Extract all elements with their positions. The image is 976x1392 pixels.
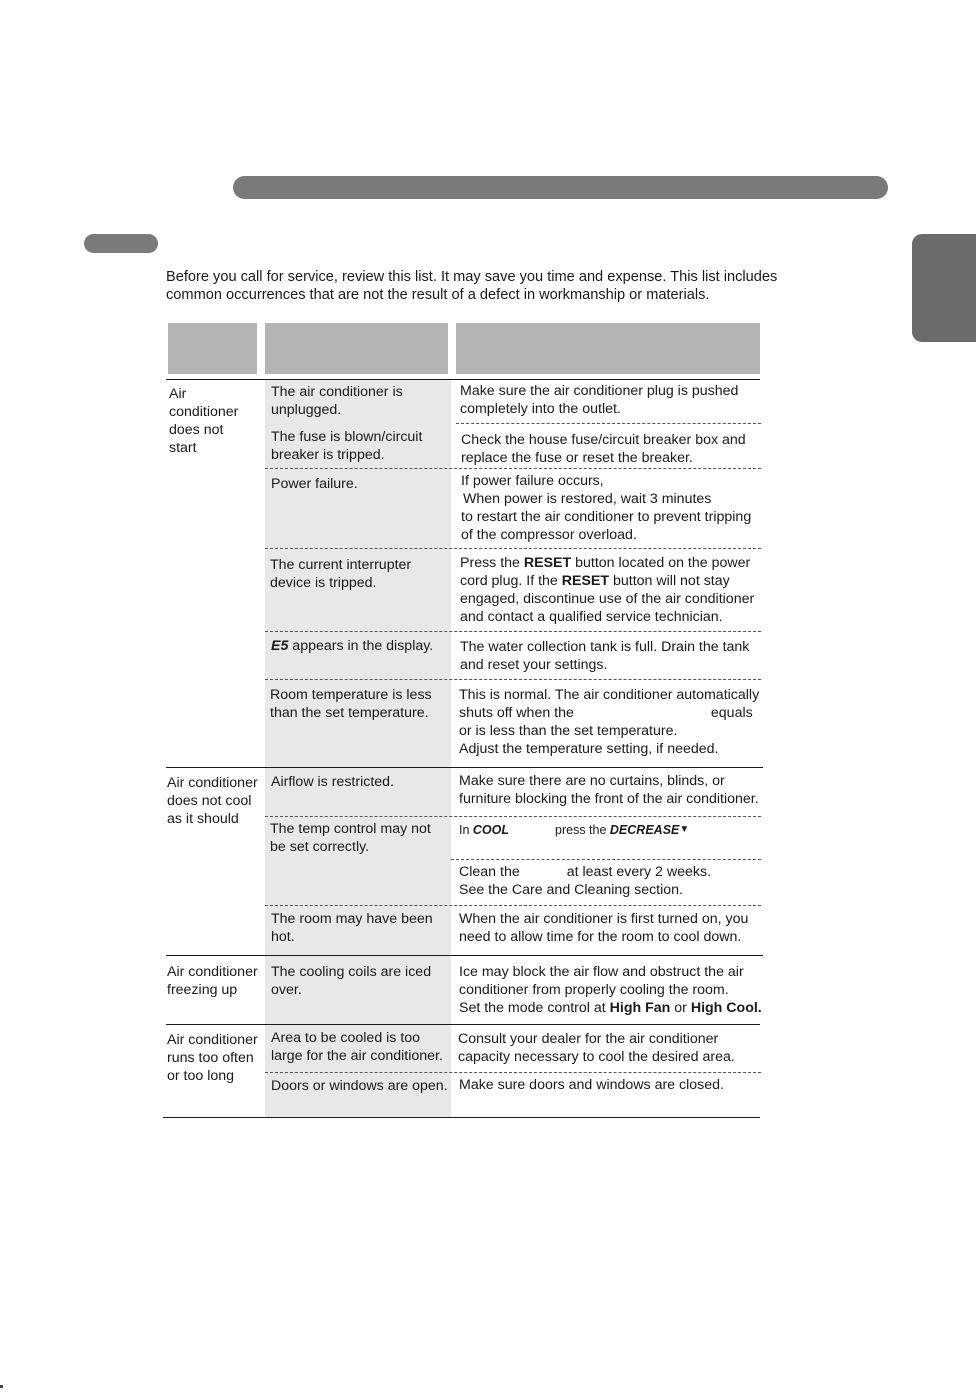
- text-span: appears in the display.: [288, 638, 434, 654]
- solution-line: [459, 704, 759, 722]
- section-title-bar: [233, 176, 888, 199]
- high-cool-label: High Cool.: [690, 1000, 762, 1016]
- solution-line: Check the house fuse/circuit breaker box and: [461, 432, 746, 448]
- solution-cell: [459, 686, 759, 758]
- text-span: shuts off when the: [459, 705, 574, 721]
- cause-cell: [271, 1029, 443, 1065]
- solution-line: The water collection tank is full. Drain the tank: [460, 639, 750, 655]
- cause-line: device is tripped.: [270, 575, 377, 591]
- cause-line: The room may have been: [271, 911, 433, 927]
- cause-line: unplugged.: [271, 402, 342, 418]
- mode-label: COOL: [472, 823, 510, 837]
- solution-line: furniture blocking the front of the air conditioner.: [459, 791, 759, 807]
- solution-line: [460, 572, 754, 590]
- solution-line: Ice may block the air flow and obstruct the air: [459, 964, 744, 980]
- solution-line: to restart the air conditioner to prevent tripping: [461, 509, 752, 525]
- solution-line: When the air conditioner is first turned on, you: [459, 911, 749, 927]
- solution-line: replace the fuse or reset the breaker.: [461, 450, 693, 466]
- high-fan-label: High Fan: [609, 1000, 671, 1016]
- cause-line: Power failure.: [271, 476, 358, 492]
- problem-line: as it should: [167, 811, 239, 827]
- intro-line: Before you call for service, review this list. It may save you time and expense. This list includes: [166, 269, 778, 285]
- solution-cell: [461, 472, 751, 544]
- problem-line: runs too often: [167, 1050, 254, 1066]
- intro-line: common occurrences that are not the result of a defect in workmanship or materials.: [166, 287, 710, 303]
- cause-cell: [271, 637, 433, 655]
- cause-cell: [271, 428, 422, 464]
- cause-line: breaker is tripped.: [271, 447, 385, 463]
- problem-line: Air: [169, 386, 187, 402]
- solution-line: need to allow time for the room to cool down.: [459, 929, 742, 945]
- cause-line: Room temperature is less: [270, 687, 432, 703]
- solution-line: This is normal. The air conditioner automatically: [459, 687, 760, 703]
- solution-line: [459, 999, 762, 1017]
- table-rule: [166, 767, 763, 768]
- problem-line: freezing up: [167, 982, 238, 998]
- cause-line: Doors or windows are open.: [271, 1078, 448, 1094]
- text-span: press the: [555, 823, 610, 837]
- cause-line: over.: [271, 982, 302, 998]
- solution-line: Make sure there are no curtains, blinds, or: [459, 773, 725, 789]
- solution-line: When power is restored, wait 3 minutes: [463, 491, 712, 507]
- solution-line: Adjust the temperature setting, if needed.: [459, 741, 719, 757]
- solution-cell: [458, 1030, 735, 1066]
- problem-line: conditioner: [169, 404, 239, 420]
- table-rule: [166, 1024, 760, 1025]
- cause-cell: [270, 820, 431, 856]
- intro-paragraph: [166, 268, 846, 304]
- text-span: Set the mode control at: [459, 1000, 610, 1016]
- solution-line: [460, 554, 754, 572]
- language-side-tab: [912, 234, 976, 342]
- solution-column-header: [456, 323, 760, 374]
- solution-cell: [461, 431, 746, 467]
- text-span: or: [670, 1000, 691, 1016]
- solution-cell: [460, 638, 749, 674]
- problem-line: start: [169, 440, 197, 456]
- row-divider: [456, 423, 761, 424]
- problem-cell: [167, 1031, 258, 1085]
- problem-line: Air conditioner: [167, 775, 258, 791]
- cause-cell: [271, 383, 403, 419]
- down-arrow-icon: ▼: [679, 824, 690, 835]
- cause-cell: [271, 963, 431, 999]
- problem-cell: [167, 774, 258, 828]
- cause-line: than the set temperature.: [270, 705, 429, 721]
- problem-line: does not cool: [167, 793, 252, 809]
- reset-label: RESET: [561, 573, 610, 589]
- solution-line: completely into the outlet.: [460, 401, 621, 417]
- cause-line: large for the air conditioner.: [271, 1048, 443, 1064]
- cause-cell: [271, 910, 433, 946]
- solution-cell: [459, 910, 748, 946]
- solution-cell: [459, 863, 711, 899]
- row-divider: [451, 859, 761, 860]
- cause-line: The air conditioner is: [271, 384, 403, 400]
- cause-cell: [271, 1077, 448, 1095]
- solution-line: or is less than the set temperature.: [459, 723, 678, 739]
- solution-line: and contact a qualified service technician.: [460, 609, 723, 625]
- cause-cell: [271, 475, 358, 493]
- solution-line: capacity necessary to cool the desired area.: [458, 1049, 735, 1065]
- solution-cell: [459, 821, 689, 839]
- cause-line: hot.: [271, 929, 295, 945]
- table-rule: [163, 1117, 760, 1118]
- solution-line: Consult your dealer for the air conditioner: [458, 1031, 719, 1047]
- solution-cell: [459, 963, 762, 1017]
- problem-line: or too long: [167, 1068, 235, 1084]
- solution-line: [459, 863, 711, 881]
- reset-label: RESET: [523, 555, 572, 571]
- cause-column-header: [265, 323, 448, 374]
- solution-cell: [459, 1076, 724, 1094]
- cause-line: Airflow is restricted.: [271, 774, 394, 790]
- text-span: Clean the: [459, 864, 520, 880]
- row-divider: [265, 816, 761, 817]
- problem-line: Air conditioner: [167, 1032, 258, 1048]
- cause-cell: [270, 686, 432, 722]
- solution-line: Make sure doors and windows are closed.: [459, 1077, 724, 1093]
- row-divider: [265, 1072, 761, 1073]
- solution-line: of the compressor overload.: [461, 527, 637, 543]
- solution-line: and reset your settings.: [460, 657, 608, 673]
- cause-line: The cooling coils are iced: [271, 964, 432, 980]
- solution-line: Make sure the air conditioner plug is pushed: [460, 383, 739, 399]
- table-rule: [166, 379, 760, 380]
- cause-line: be set correctly.: [270, 839, 370, 855]
- solution-cell: [459, 772, 759, 808]
- problem-column-header: [168, 323, 257, 374]
- solution-line: conditioner from properly cooling the room.: [459, 982, 729, 998]
- text-span: button located on the power: [571, 555, 751, 571]
- text-span: Press the: [460, 555, 524, 571]
- cause-line: The current interrupter: [270, 557, 412, 573]
- row-divider: [265, 548, 761, 549]
- solution-cell: [460, 554, 754, 626]
- text-span: cord plug. If the: [460, 573, 562, 589]
- problem-line: does not: [169, 422, 224, 438]
- subsection-heading-pill: [84, 234, 158, 253]
- text-span: button will not stay: [609, 573, 730, 589]
- page-corner-mark: [0, 1385, 3, 1388]
- cause-line: The temp control may not: [270, 821, 431, 837]
- problem-line: Air conditioner: [167, 964, 258, 980]
- row-divider: [265, 679, 761, 680]
- decrease-label: DECREASE: [609, 823, 680, 837]
- text-span: In: [459, 823, 473, 837]
- solution-line: engaged, discontinue use of the air conditioner: [460, 591, 755, 607]
- text-span: equals: [710, 705, 753, 721]
- problem-cell: [167, 963, 258, 999]
- error-code: E5: [271, 638, 289, 654]
- cause-line: The fuse is blown/circuit: [271, 429, 423, 445]
- solution-line: See the Care and Cleaning section.: [459, 882, 683, 898]
- cause-cell: [270, 556, 411, 592]
- row-divider: [265, 631, 761, 632]
- row-divider: [265, 905, 761, 906]
- table-rule: [166, 955, 763, 956]
- cause-line: Area to be cooled is too: [271, 1030, 421, 1046]
- problem-cell: [169, 385, 238, 457]
- cause-cell: [271, 773, 394, 791]
- solution-line: If power failure occurs,: [461, 473, 604, 489]
- solution-cell: [460, 382, 738, 418]
- text-span: at least every 2 weeks.: [566, 864, 712, 880]
- row-divider: [265, 468, 761, 469]
